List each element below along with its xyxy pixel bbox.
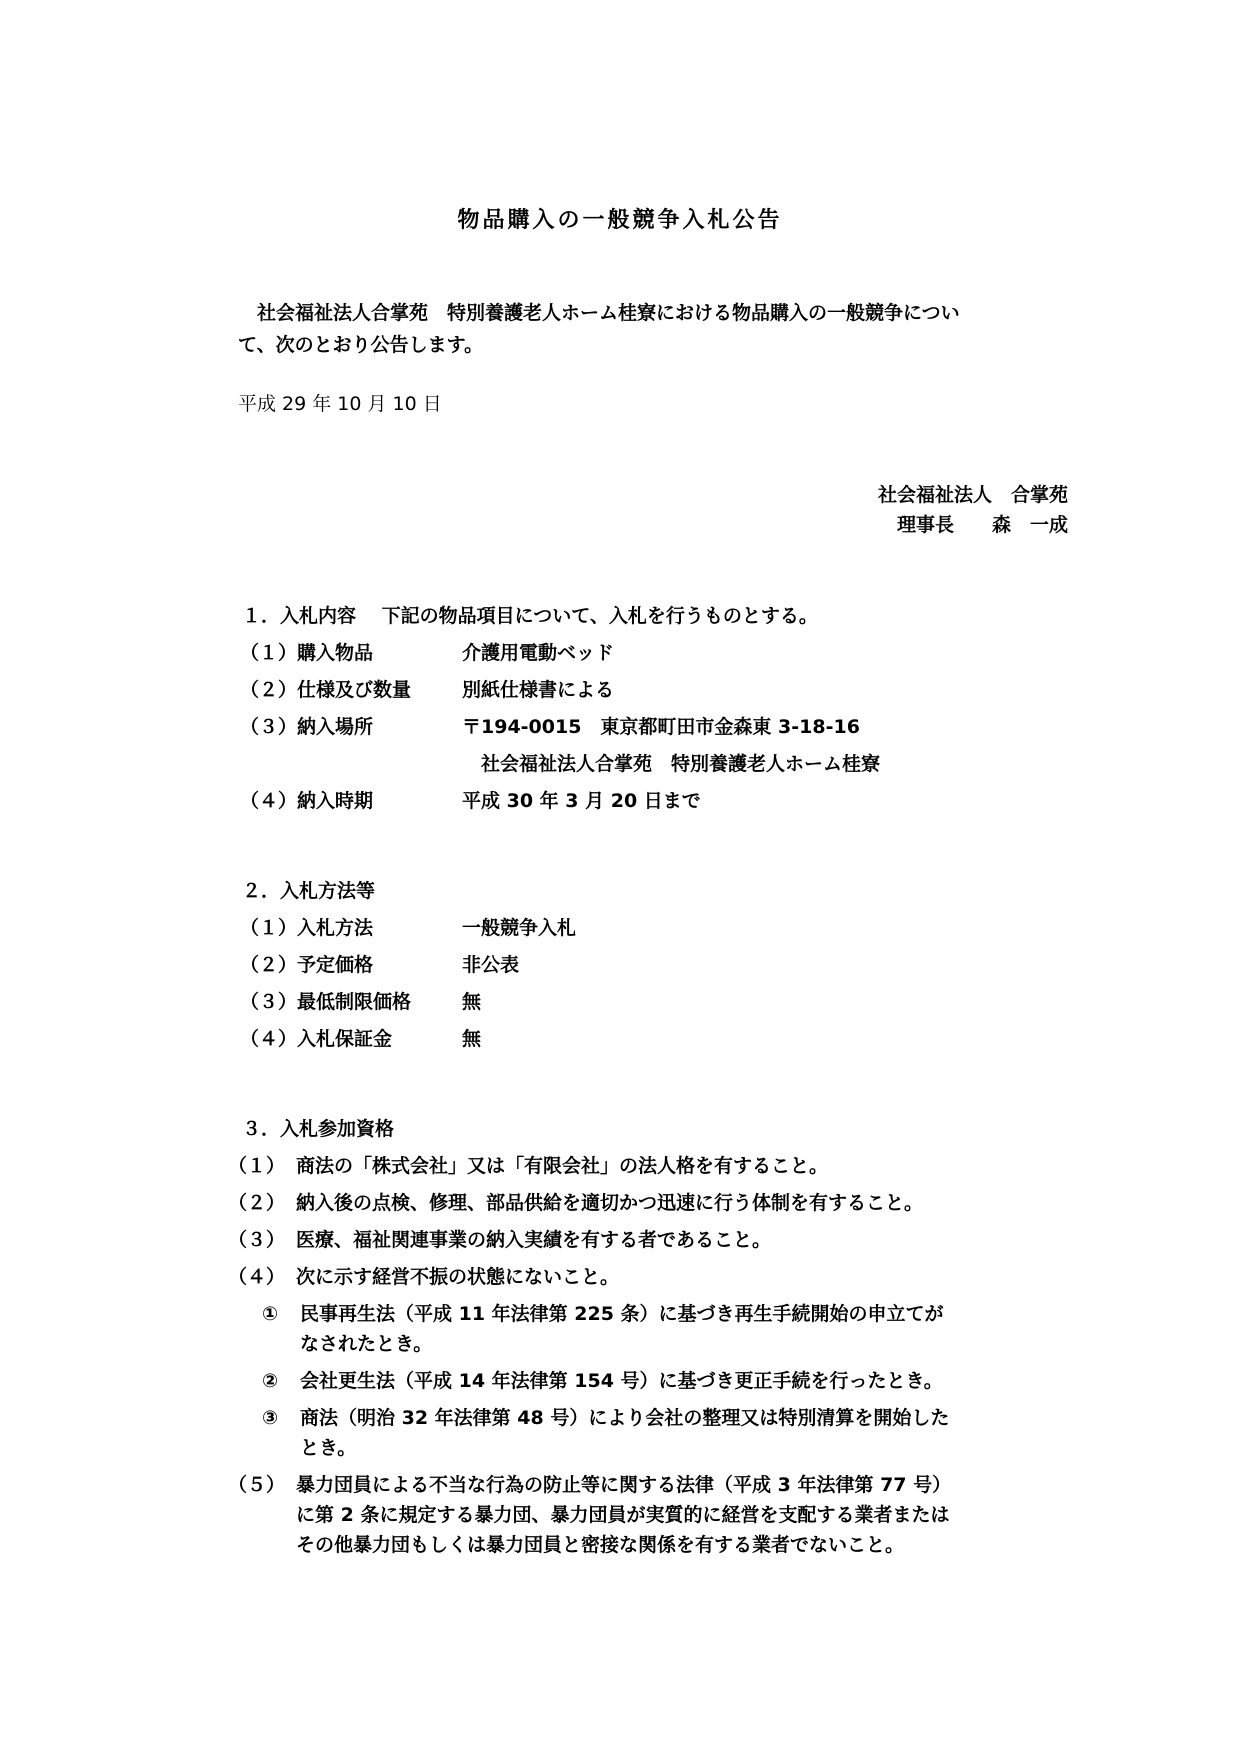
- section-2-item-value: 一般競争入札: [462, 917, 577, 939]
- sub-item-text: 民事再生法（平成 11 年法律第 225 条）に基づき再生手続開始の申立てが: [300, 1303, 944, 1325]
- document-title: 物品購入の一般競争入札公告: [457, 208, 783, 233]
- section-3-heading: ３．入札参加資格: [242, 1118, 395, 1140]
- qualification-text-continued: に第 2 条に規定する暴力団、暴力団員が実質的に経営を支配する業者または: [296, 1504, 950, 1526]
- issuer-organization: 社会福祉法人 合掌苑: [877, 484, 1068, 506]
- sub-item-text-continued: なされたとき。: [300, 1333, 433, 1355]
- section-1-item-label: （３）納入場所: [240, 716, 374, 738]
- sub-item-text: 会社更生法（平成 14 年法律第 154 号）に基づき更正手続を行ったとき。: [300, 1370, 943, 1392]
- section-1-item-label: （２）仕様及び数量: [240, 679, 412, 701]
- issuer-person: 理事長 森 一成: [896, 514, 1068, 536]
- intro-line-1: 社会福祉法人合掌苑 特別養護老人ホーム桂寮における物品購入の一般競争につい: [238, 302, 960, 324]
- qualification-number: （１）: [228, 1155, 286, 1177]
- qualification-text-continued: その他暴力団もしくは暴力団員と密接な関係を有する業者でないこと。: [296, 1534, 905, 1556]
- sub-item-text-continued: とき。: [300, 1437, 357, 1459]
- qualification-text: 納入後の点検、修理、部品供給を適切かつ迅速に行う体制を有すること。: [296, 1192, 924, 1214]
- intro-line-2: て、次のとおり公告します。: [238, 334, 484, 356]
- section-1-item-value: 社会福祉法人合掌苑 特別養護老人ホーム桂寮: [462, 753, 881, 775]
- sub-item-marker: ①: [262, 1303, 279, 1325]
- sub-item-marker: ③: [262, 1407, 279, 1429]
- section-2-item-label: （４）入札保証金: [240, 1028, 393, 1050]
- section-2-item-value: 無: [462, 1028, 482, 1050]
- qualification-text: 商法の「株式会社」又は「有限会社」の法人格を有すること。: [296, 1155, 829, 1177]
- qualification-number: （２）: [228, 1192, 286, 1214]
- sub-item-marker: ②: [262, 1370, 279, 1392]
- section-1-item-label: （１）購入物品: [240, 642, 374, 664]
- section-2-item-value: 無: [462, 991, 482, 1013]
- qualification-text: 暴力団員による不当な行為の防止等に関する法律（平成 3 年法律第 77 号）: [296, 1474, 952, 1496]
- section-2-item-value: 非公表: [462, 954, 520, 976]
- qualification-number: （３）: [228, 1229, 286, 1251]
- section-1-item-value: 〒194-0015 東京都町田市金森東 3-18-16: [462, 716, 860, 738]
- section-1-heading: １．入札内容 下記の物品項目について、入札を行うものとする。: [242, 605, 818, 627]
- qualification-text: 医療、福祉関連事業の納入実績を有する者であること。: [296, 1229, 772, 1251]
- qualification-text: 次に示す経営不振の状態にないこと。: [296, 1266, 620, 1288]
- section-2-item-label: （２）予定価格: [240, 954, 374, 976]
- qualification-number: （５）: [228, 1474, 286, 1496]
- section-1-item-label: （４）納入時期: [240, 790, 374, 812]
- notice-date: 平成 29 年 10 月 10 日: [238, 393, 442, 415]
- section-1-item-value: 平成 30 年 3 月 20 日まで: [462, 790, 701, 812]
- section-2-heading: ２．入札方法等: [242, 880, 376, 902]
- qualification-number: （４）: [228, 1266, 286, 1288]
- section-2-item-label: （１）入札方法: [240, 917, 374, 939]
- section-2-item-label: （３）最低制限価格: [240, 991, 412, 1013]
- section-1-item-value: 介護用電動ベッド: [462, 642, 615, 664]
- section-1-item-value: 別紙仕様書による: [462, 679, 615, 701]
- sub-item-text: 商法（明治 32 年法律第 48 号）により会社の整理又は特別清算を開始した: [300, 1407, 950, 1429]
